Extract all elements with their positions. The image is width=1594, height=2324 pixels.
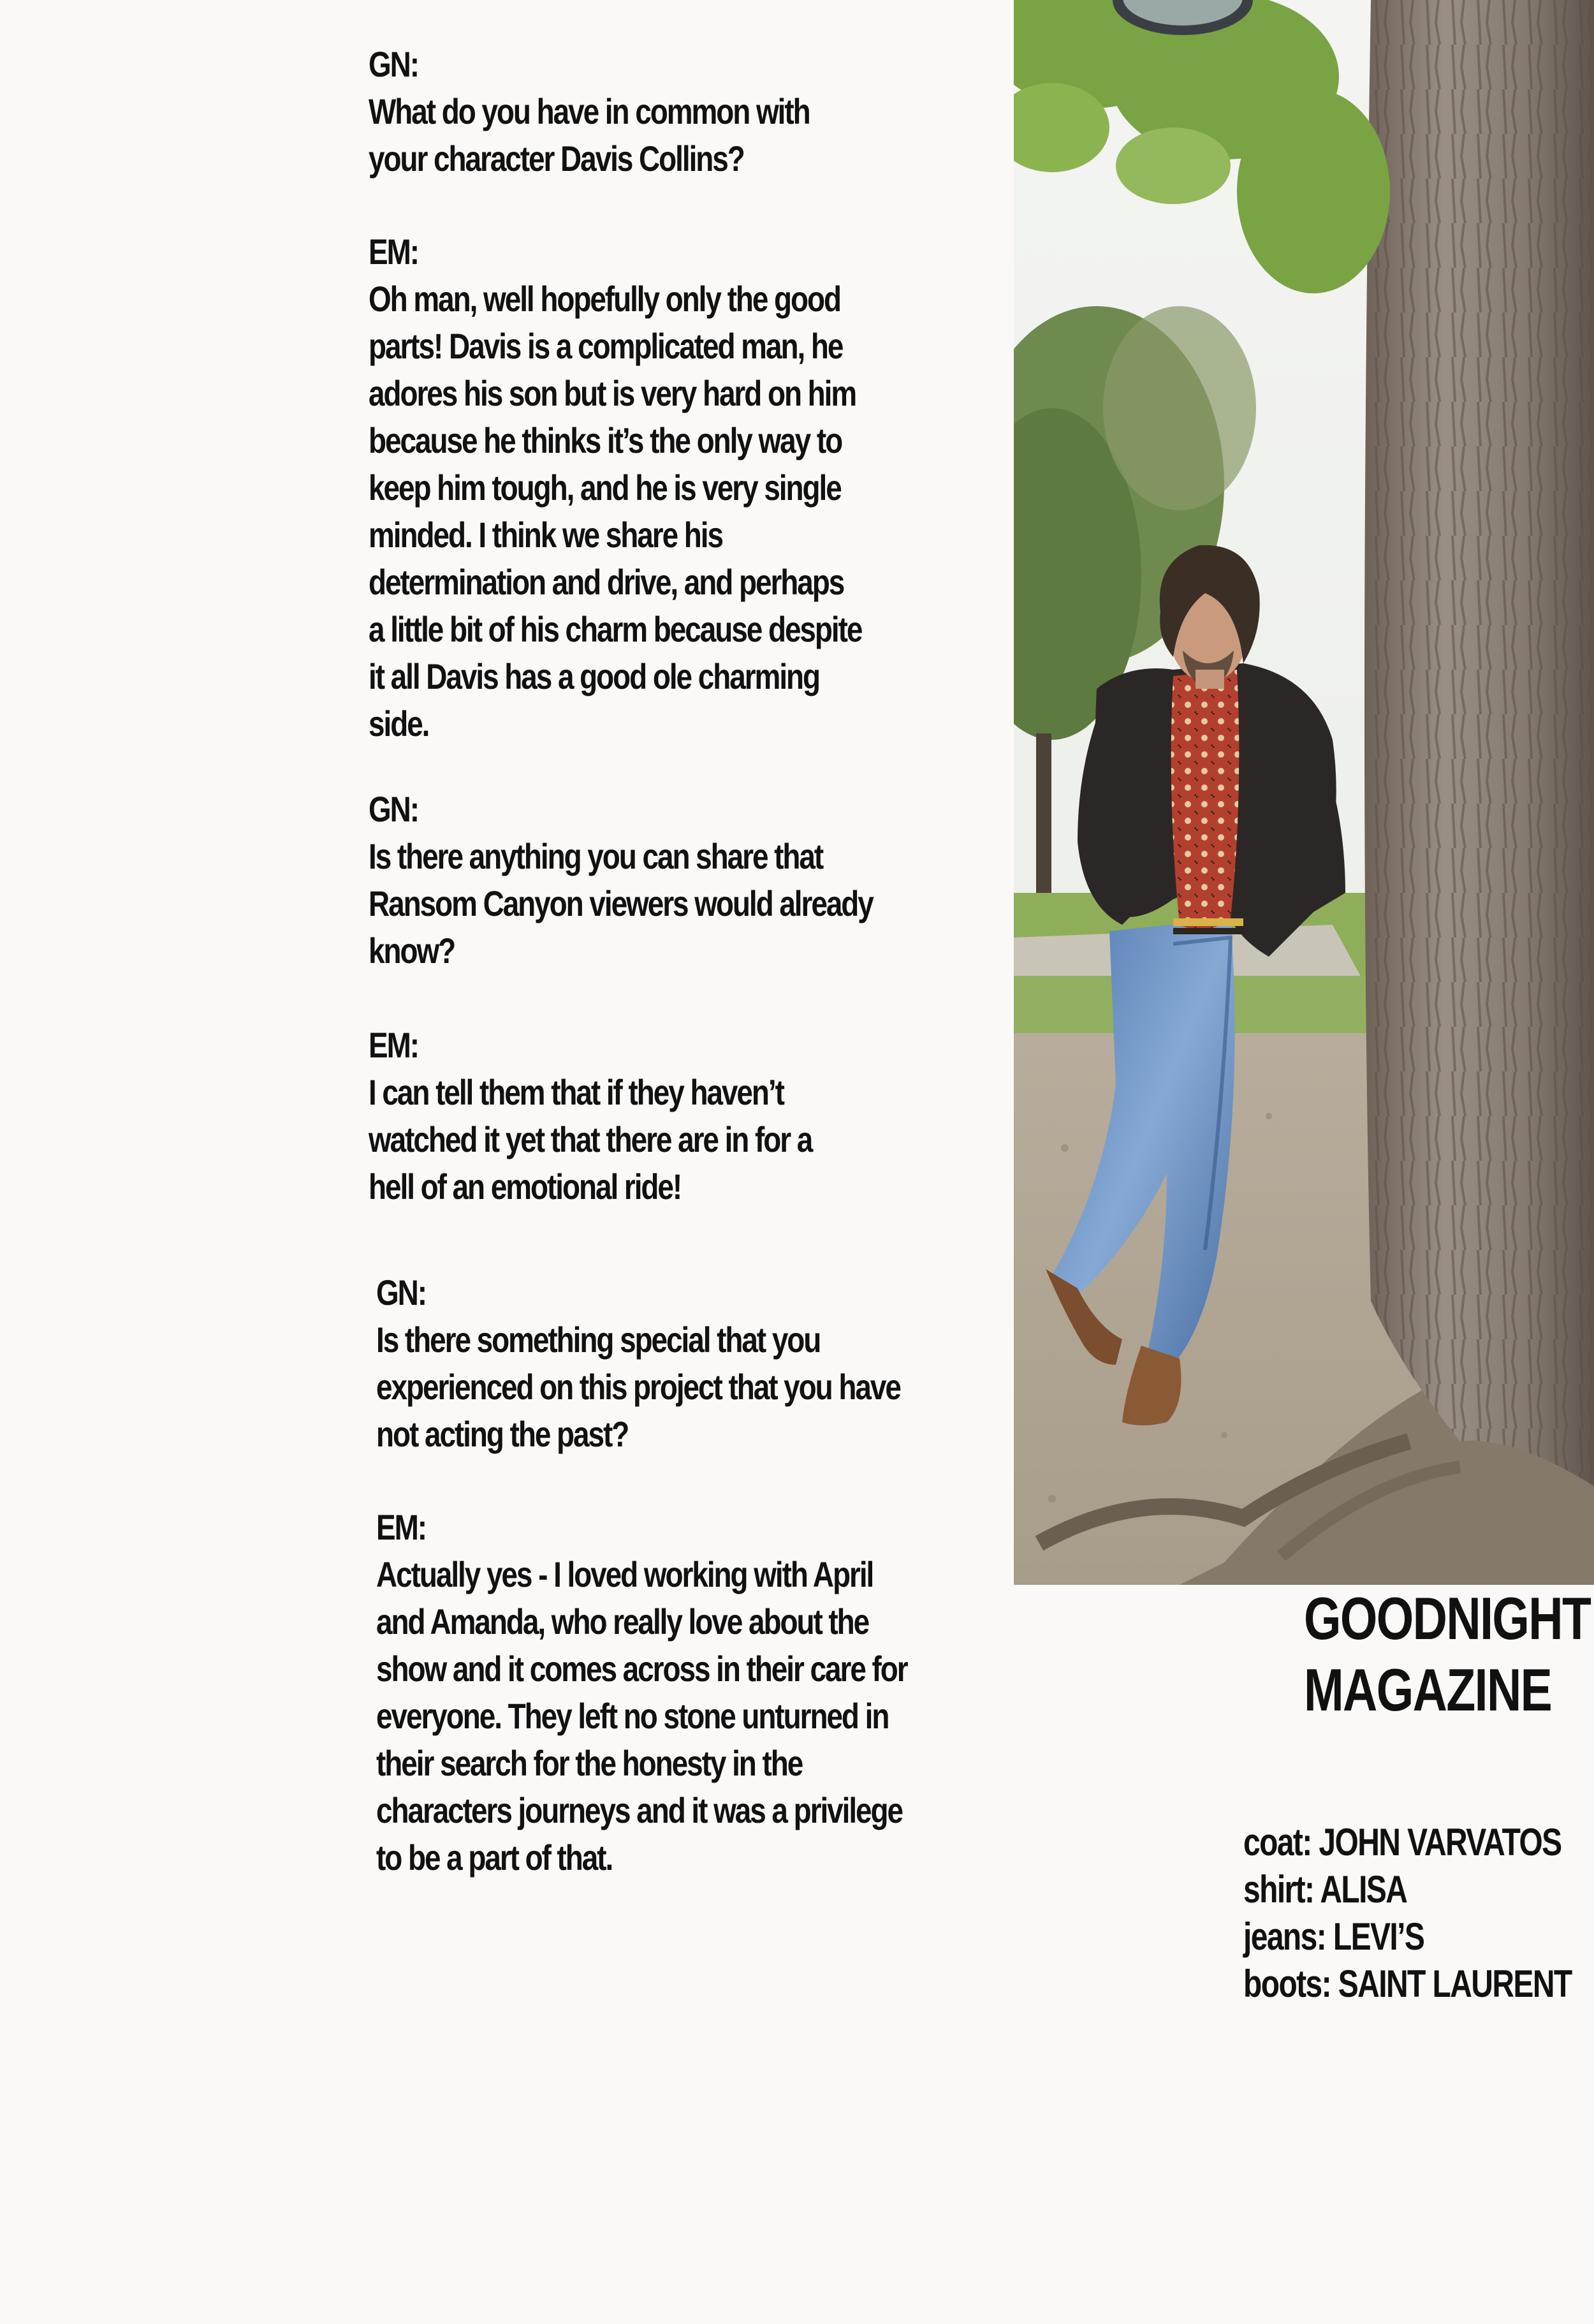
text-line: Is there something special that you: [376, 1320, 821, 1360]
magazine-title-line-2: MAGAZINE: [1304, 1656, 1552, 1723]
credit-boots: boots: SAINT LAURENT: [1243, 1962, 1572, 2005]
text-line: hell of an emotional ride!: [369, 1166, 682, 1207]
qa-block-2: [369, 228, 861, 747]
credit-coat: coat: JOHN VARVATOS: [1243, 1821, 1561, 1864]
speaker-label: EM:: [376, 1507, 427, 1547]
text-line: know?: [369, 930, 455, 971]
text-line: Is there anything you can share that: [369, 836, 823, 876]
text-line: minded. I think we share his: [369, 515, 723, 555]
text-line: your character Davis Collins?: [369, 138, 744, 179]
text-line: and Amanda, who really love about the: [376, 1601, 869, 1642]
speaker-label: GN:: [369, 44, 419, 84]
text-line: keep him tough, and he is very single: [369, 467, 841, 508]
text-line: characters journeys and it was a privilege: [376, 1790, 903, 1830]
speaker-label: GN:: [376, 1272, 427, 1313]
text-line: adores his son but is very hard on him: [369, 373, 856, 413]
speaker-label: GN:: [369, 789, 419, 829]
credit-shirt: shirt: ALISA: [1243, 1868, 1407, 1911]
text-line: watched it yet that there are in for a: [369, 1119, 812, 1159]
text-line: What do you have in common with: [369, 91, 810, 131]
text-line: because he thinks it’s the only way to: [369, 420, 842, 460]
credit-jeans: jeans: LEVI’S: [1243, 1915, 1424, 1958]
qa-block-3: [369, 786, 873, 974]
text-line: experienced on this project that you have: [376, 1367, 900, 1407]
qa-block-6: [376, 1504, 907, 1881]
wardrobe-credits: [1243, 1819, 1572, 2008]
text-line: not acting the past?: [376, 1414, 629, 1454]
text-line: I can tell them that if they haven’t: [369, 1072, 784, 1112]
qa-block-4: [369, 1022, 812, 1210]
qa-block-1: [369, 41, 810, 182]
text-line: everyone. They left no stone unturned in: [376, 1696, 889, 1736]
text-line: show and it comes across in their care for: [376, 1649, 907, 1689]
text-line: parts! Davis is a complicated man, he: [369, 326, 843, 366]
text-line: their search for the honesty in the: [376, 1743, 803, 1783]
text-line: side.: [369, 703, 429, 744]
qa-block-5: [376, 1269, 900, 1458]
magazine-title: [1304, 1583, 1590, 1726]
text-line: determination and drive, and perhaps: [369, 562, 844, 602]
text-line: to be a part of that.: [376, 1837, 613, 1878]
text-line: a little bit of his charm because despite: [369, 609, 862, 649]
portrait-photo: [1014, 0, 1594, 1585]
text-line: Oh man, well hopefully only the good: [369, 279, 841, 319]
speaker-label: EM:: [369, 232, 419, 272]
speaker-label: EM:: [369, 1025, 419, 1065]
text-line: Ransom Canyon viewers would already: [369, 883, 873, 923]
magazine-title-line-1: GOODNIGHT: [1304, 1585, 1591, 1652]
text-line: it all Davis has a good ole charming: [369, 656, 820, 696]
text-line: Actually yes - I loved working with April: [376, 1554, 874, 1594]
